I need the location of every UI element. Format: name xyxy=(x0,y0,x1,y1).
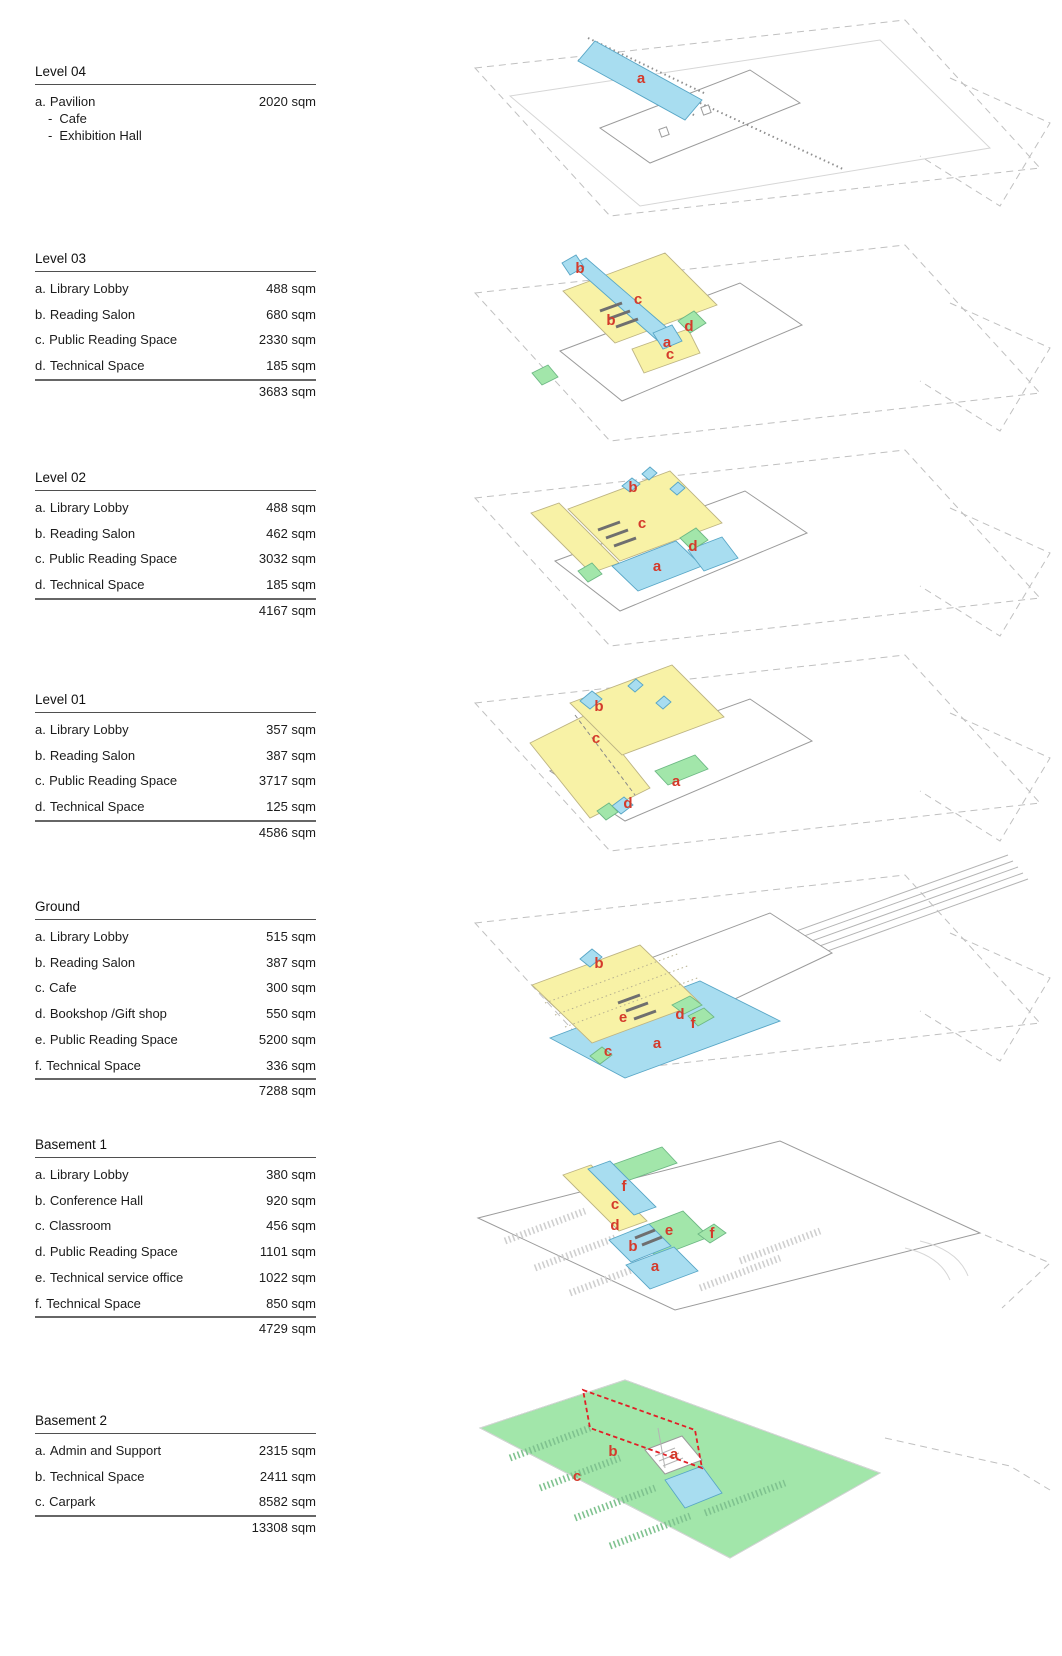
program-area: 2020 sqm xyxy=(258,94,316,109)
program-row xyxy=(35,1032,316,1049)
plan-label-a: a xyxy=(652,1035,662,1052)
floor-plan-ground xyxy=(450,853,1062,1093)
program-row xyxy=(35,980,316,997)
program-label: Cafe xyxy=(49,980,77,996)
program-label: Reading Salon xyxy=(49,525,136,541)
plan-label-c: c xyxy=(591,730,601,747)
program-label: Technical service office xyxy=(49,1269,184,1285)
header-rule xyxy=(35,490,316,491)
program-label: Reading Salon xyxy=(49,306,136,322)
plan-label-b: b xyxy=(606,312,616,329)
program-area: 515 sqm xyxy=(266,929,316,944)
program-label: Technical Space xyxy=(49,577,145,593)
floor-title: Level 01 xyxy=(35,692,87,707)
program-row xyxy=(35,1270,316,1287)
site-boundary-tail xyxy=(920,303,1050,431)
plan-label-f: f xyxy=(621,1178,627,1195)
floor-total: 4586 sqm xyxy=(258,824,316,840)
plan-label-b: b xyxy=(628,1238,638,1255)
header-rule xyxy=(35,712,316,713)
floor-plan-level-01 xyxy=(450,643,1062,863)
plan-label-b: b xyxy=(594,955,604,972)
program-row xyxy=(35,773,316,790)
program-area: 456 sqm xyxy=(266,1218,316,1234)
plan-label-a: a xyxy=(652,558,662,575)
program-label: Public Reading Space xyxy=(49,1031,178,1047)
bullet-dash: - xyxy=(48,111,53,126)
header-rule xyxy=(35,919,316,920)
program-key: c. xyxy=(35,1494,46,1510)
plan-label-c: c xyxy=(572,1468,582,1485)
floor-title: Ground xyxy=(35,899,81,914)
program-area: 380 sqm xyxy=(266,1167,316,1182)
program-row xyxy=(35,281,316,298)
program-row xyxy=(35,1296,316,1313)
floor-total: 7288 sqm xyxy=(258,1083,316,1099)
program-label: Technical Space xyxy=(46,1057,141,1073)
bullet-dash: - xyxy=(48,128,53,143)
program-area: 2411 sqm xyxy=(259,1468,316,1484)
total-rule xyxy=(35,598,316,600)
program-label: Library Lobby xyxy=(49,1167,129,1182)
program-label: Bookshop /Gift shop xyxy=(49,1006,167,1022)
program-row xyxy=(35,1167,316,1184)
program-label: Library Lobby xyxy=(49,281,129,296)
program-label: Reading Salon xyxy=(49,954,136,970)
program-row xyxy=(35,1218,316,1235)
program-area: 185 sqm xyxy=(266,358,316,374)
program-key: a. xyxy=(35,722,46,737)
floor-plan-level-02 xyxy=(450,438,1062,653)
plan-label-c: c xyxy=(633,291,643,308)
program-area: 2330 sqm xyxy=(258,332,316,348)
program-area: 1022 sqm xyxy=(258,1269,316,1285)
program-label: Technical Space xyxy=(46,1295,141,1311)
total-rule xyxy=(35,1316,316,1318)
plan-label-b: b xyxy=(608,1443,618,1460)
floor-total: 3683 sqm xyxy=(258,383,316,399)
plan-label-c: c xyxy=(665,346,675,363)
program-row xyxy=(35,955,316,972)
header-rule xyxy=(35,1433,316,1434)
program-row xyxy=(35,1494,316,1511)
program-key: b. xyxy=(35,747,46,763)
floor-plan-level-04 xyxy=(450,8,1062,243)
program-key: c. xyxy=(35,1218,46,1234)
program-area: 3717 sqm xyxy=(258,773,316,789)
program-row xyxy=(35,500,316,517)
program-label: Technical Space xyxy=(49,799,145,815)
plan-label-b: b xyxy=(594,698,604,715)
zone-d-technical-west xyxy=(532,365,558,385)
program-key: f. xyxy=(35,1057,43,1073)
program-row xyxy=(35,722,316,739)
floor-title: Level 02 xyxy=(35,470,87,485)
header-rule xyxy=(35,1157,316,1158)
program-label: Reading Salon xyxy=(49,747,136,763)
program-area: 550 sqm xyxy=(266,1006,316,1022)
program-key: a. xyxy=(35,1443,46,1458)
floor-total: 13308 sqm xyxy=(251,1520,316,1536)
program-label: Public Reading Space xyxy=(49,773,178,789)
program-area: 357 sqm xyxy=(266,722,316,737)
header-rule xyxy=(35,84,316,85)
program-label: Technical Space xyxy=(49,358,145,374)
program-key: c. xyxy=(35,773,46,789)
floor-total: 4729 sqm xyxy=(258,1321,316,1337)
floor-title: Basement 1 xyxy=(35,1137,108,1152)
plan-label-c: c xyxy=(637,515,647,532)
program-row xyxy=(35,1058,316,1075)
program-label: Technical Space xyxy=(49,1468,145,1484)
plan-label-f: f xyxy=(709,1225,715,1242)
plan-label-f: f xyxy=(690,1015,696,1032)
floor-title: Basement 2 xyxy=(35,1413,108,1428)
program-label: Pavilion xyxy=(49,94,96,109)
site-boundary-tail xyxy=(920,78,1050,206)
plan-label-d: d xyxy=(688,538,698,555)
program-label: Library Lobby xyxy=(49,722,129,737)
program-row xyxy=(35,577,316,594)
plan-label-c: c xyxy=(610,1196,620,1213)
program-row xyxy=(35,358,316,375)
plan-label-d: d xyxy=(675,1006,685,1023)
program-area: 300 sqm xyxy=(266,980,316,996)
program-row xyxy=(35,551,316,568)
floor-plan-level-03 xyxy=(450,233,1062,448)
program-area: 5200 sqm xyxy=(258,1031,316,1047)
program-area: 488 sqm xyxy=(266,281,316,296)
program-key: b. xyxy=(35,954,46,970)
program-key: e. xyxy=(35,1031,46,1047)
program-key: f. xyxy=(35,1295,43,1311)
program-key: d. xyxy=(35,358,46,374)
program-label: Classroom xyxy=(49,1218,112,1234)
program-area: 2315 sqm xyxy=(258,1443,316,1458)
program-row xyxy=(35,332,316,349)
total-rule xyxy=(35,1515,316,1517)
program-area: 488 sqm xyxy=(266,500,316,515)
plan-label-d: d xyxy=(684,318,694,335)
program-key: c. xyxy=(35,332,46,348)
program-area: 462 sqm xyxy=(266,525,316,541)
program-label: Library Lobby xyxy=(49,500,129,515)
site-boundary-tail xyxy=(920,713,1050,841)
floor-title: Level 04 xyxy=(35,64,87,79)
program-area: 1101 sqm xyxy=(259,1244,316,1260)
program-label: Public Reading Space xyxy=(49,551,178,567)
program-row xyxy=(35,1469,316,1486)
site-boundary-tail xyxy=(920,933,1050,1061)
program-area: 3032 sqm xyxy=(258,551,316,567)
program-label: Carpark xyxy=(49,1494,96,1510)
program-key: d. xyxy=(35,1006,46,1022)
plan-label-b: b xyxy=(575,260,585,277)
program-area: 125 sqm xyxy=(266,799,316,815)
plan-label-b: b xyxy=(628,479,638,496)
header-rule xyxy=(35,271,316,272)
program-area: 387 sqm xyxy=(266,954,316,970)
program-key: c. xyxy=(35,551,46,567)
program-row xyxy=(35,94,316,111)
program-key: d. xyxy=(35,1244,46,1260)
total-rule xyxy=(35,379,316,381)
site-boundary-tail xyxy=(985,1235,1050,1308)
program-row xyxy=(35,1193,316,1210)
program-area: 850 sqm xyxy=(266,1295,316,1311)
program-key: b. xyxy=(35,306,46,322)
plan-label-a: a xyxy=(636,70,646,87)
plan-label-a: a xyxy=(650,1258,660,1275)
program-key: b. xyxy=(35,525,46,541)
program-sublabel: Exhibition Hall xyxy=(59,128,142,143)
plan-label-e: e xyxy=(618,1009,628,1026)
program-sublabel: Cafe xyxy=(59,111,87,126)
plan-label-d: d xyxy=(623,795,633,812)
plan-label-c: c xyxy=(603,1043,613,1060)
total-rule xyxy=(35,1078,316,1080)
program-area: 185 sqm xyxy=(266,577,316,593)
program-label: Public Reading Space xyxy=(49,1244,178,1260)
program-key: b. xyxy=(35,1468,46,1484)
program-key: d. xyxy=(35,577,46,593)
total-rule xyxy=(35,820,316,822)
program-area: 920 sqm xyxy=(266,1192,316,1208)
program-row xyxy=(35,1244,316,1261)
program-key: c. xyxy=(35,980,46,996)
program-label: Library Lobby xyxy=(49,929,129,944)
program-label: Public Reading Space xyxy=(49,332,178,348)
plan-label-e: e xyxy=(664,1222,674,1239)
program-key: e. xyxy=(35,1269,46,1285)
program-key: d. xyxy=(35,799,46,815)
program-subitem xyxy=(48,128,142,143)
plan-label-a: a xyxy=(669,1446,679,1463)
program-area: 8582 sqm xyxy=(258,1494,316,1510)
program-label: Conference Hall xyxy=(49,1192,144,1208)
program-row xyxy=(35,1443,316,1460)
plan-label-a: a xyxy=(662,334,672,351)
program-key: a. xyxy=(35,500,46,515)
program-key: b. xyxy=(35,1192,46,1208)
floor-total: 4167 sqm xyxy=(258,602,316,618)
plan-label-a: a xyxy=(671,773,681,790)
program-area: 336 sqm xyxy=(266,1057,316,1073)
program-key: a. xyxy=(35,929,46,944)
program-key: a. xyxy=(35,281,46,296)
program-row xyxy=(35,929,316,946)
program-label: Admin and Support xyxy=(49,1443,162,1458)
zone-c-carpark xyxy=(480,1380,880,1558)
program-row xyxy=(35,748,316,765)
program-row xyxy=(35,1006,316,1023)
floor-plan-basement-2 xyxy=(450,1308,1062,1608)
program-area: 387 sqm xyxy=(266,747,316,763)
program-row xyxy=(35,799,316,816)
program-key: a. xyxy=(35,1167,46,1182)
plan-label-d: d xyxy=(610,1217,620,1234)
floor-title: Level 03 xyxy=(35,251,87,266)
site-boundary-tail xyxy=(920,508,1050,636)
floor-plan-basement-1 xyxy=(450,1083,1062,1318)
site-boundary-tail xyxy=(885,1438,1050,1490)
program-subitem xyxy=(48,111,87,126)
program-row xyxy=(35,526,316,543)
program-area: 680 sqm xyxy=(266,306,316,322)
program-key: a. xyxy=(35,94,46,109)
program-row xyxy=(35,307,316,324)
